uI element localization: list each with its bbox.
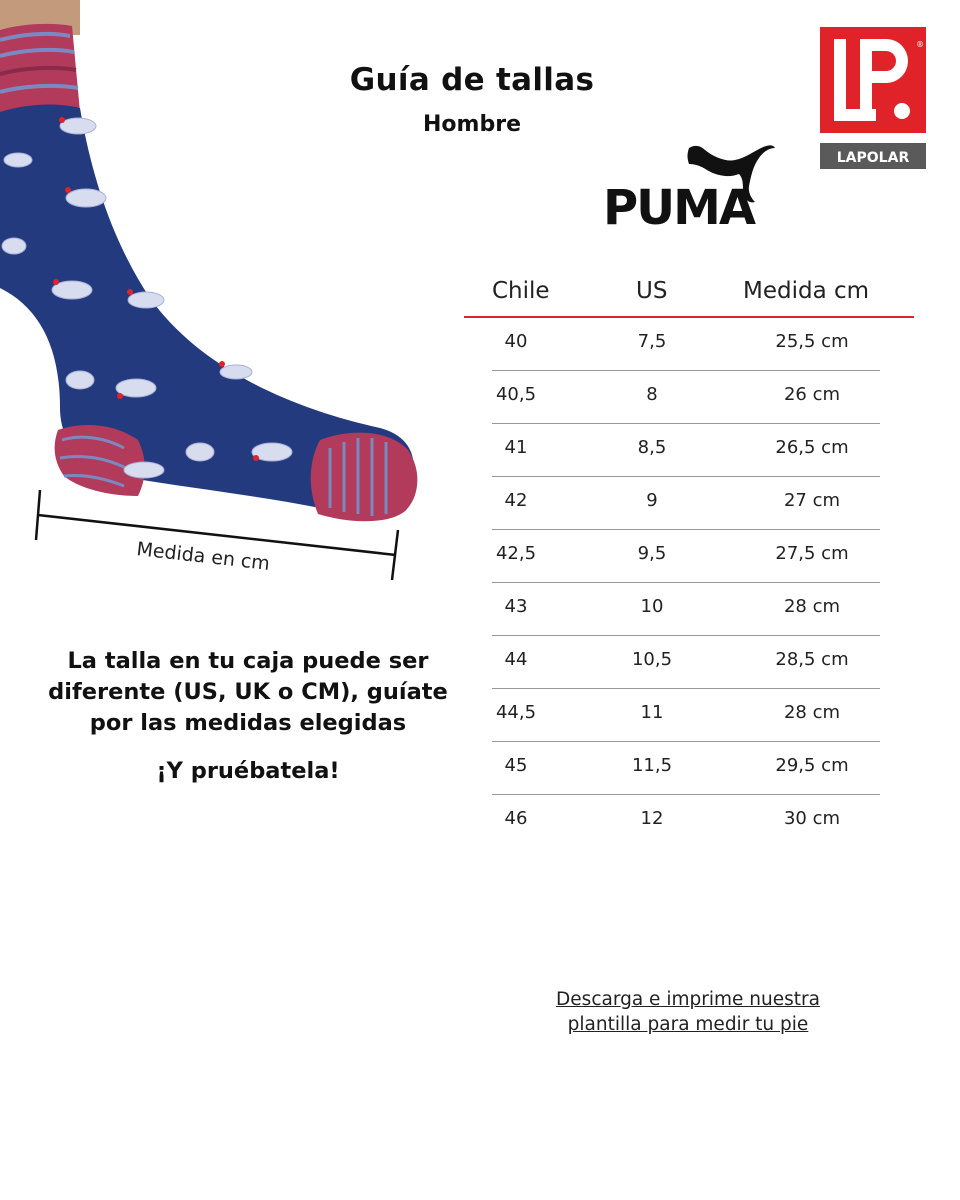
cell-chile: 43 xyxy=(504,596,528,617)
sock-illustration xyxy=(0,0,460,590)
cell-chile: 44,5 xyxy=(495,702,537,723)
table-row xyxy=(492,583,880,636)
cell-chile: 40,5 xyxy=(495,384,537,405)
download-link-line-2[interactable]: plantilla para medir tu pie xyxy=(567,1014,809,1035)
cell-us: 11,5 xyxy=(631,755,673,776)
lapolar-logo xyxy=(820,27,926,169)
cell-cm: 28 cm xyxy=(783,596,841,617)
cell-cm: 28 cm xyxy=(783,702,841,723)
table-header xyxy=(464,270,914,318)
cell-us: 8,5 xyxy=(637,437,667,458)
cell-cm: 30 cm xyxy=(783,808,841,829)
table-row xyxy=(492,371,880,424)
cell-cm: 29,5 cm xyxy=(775,755,849,776)
size-notice: La talla en tu caja puede ser diferente (US, UK o CM), guíate por las medidas elegidas xyxy=(48,648,448,736)
table-row xyxy=(492,795,880,847)
cell-us: 9 xyxy=(646,490,658,511)
cell-cm: 26 cm xyxy=(783,384,841,405)
puma-logo-text: PUMA xyxy=(603,180,755,230)
cell-us: 10,5 xyxy=(631,649,673,670)
page-title: Guía de tallas xyxy=(349,62,595,98)
size-table xyxy=(464,270,914,847)
table-row xyxy=(492,477,880,530)
table-row xyxy=(492,318,880,371)
cell-chile: 41 xyxy=(504,437,528,458)
cell-chile: 40 xyxy=(504,331,528,352)
page-subtitle: Hombre xyxy=(423,112,521,137)
measure-label: Medida en cm xyxy=(135,538,271,575)
cell-us: 7,5 xyxy=(637,331,667,352)
column-header-cm: Medida cm xyxy=(743,278,870,304)
puma-logo xyxy=(603,142,775,230)
cell-cm: 28,5 cm xyxy=(775,649,849,670)
column-header-chile: Chile xyxy=(492,278,550,304)
cell-cm: 26,5 cm xyxy=(775,437,849,458)
cell-chile: 46 xyxy=(504,808,528,829)
column-header-us: US xyxy=(636,278,668,304)
svg-text:®: ® xyxy=(916,40,924,49)
cell-cm: 25,5 cm xyxy=(775,331,849,352)
table-row xyxy=(492,530,880,583)
table-row xyxy=(492,689,880,742)
table-row xyxy=(492,742,880,795)
table-row xyxy=(492,424,880,477)
try-it-text: ¡Y pruébatela! xyxy=(156,758,340,784)
cell-cm: 27 cm xyxy=(783,490,841,511)
table-row xyxy=(492,636,880,689)
cell-us: 9,5 xyxy=(637,543,667,564)
cell-chile: 45 xyxy=(504,755,528,776)
cell-us: 8 xyxy=(646,384,658,405)
cell-cm: 27,5 cm xyxy=(775,543,849,564)
cell-us: 10 xyxy=(640,596,664,617)
cell-chile: 42 xyxy=(504,490,528,511)
cell-chile: 44 xyxy=(504,649,528,670)
table-body xyxy=(464,318,914,847)
cell-chile: 42,5 xyxy=(495,543,537,564)
cell-us: 11 xyxy=(640,702,664,723)
download-link-line-1[interactable]: Descarga e imprime nuestra xyxy=(556,989,820,1010)
lapolar-logo-text: LAPOLAR xyxy=(836,150,910,166)
download-template-link[interactable] xyxy=(520,987,856,1037)
cell-us: 12 xyxy=(640,808,664,829)
